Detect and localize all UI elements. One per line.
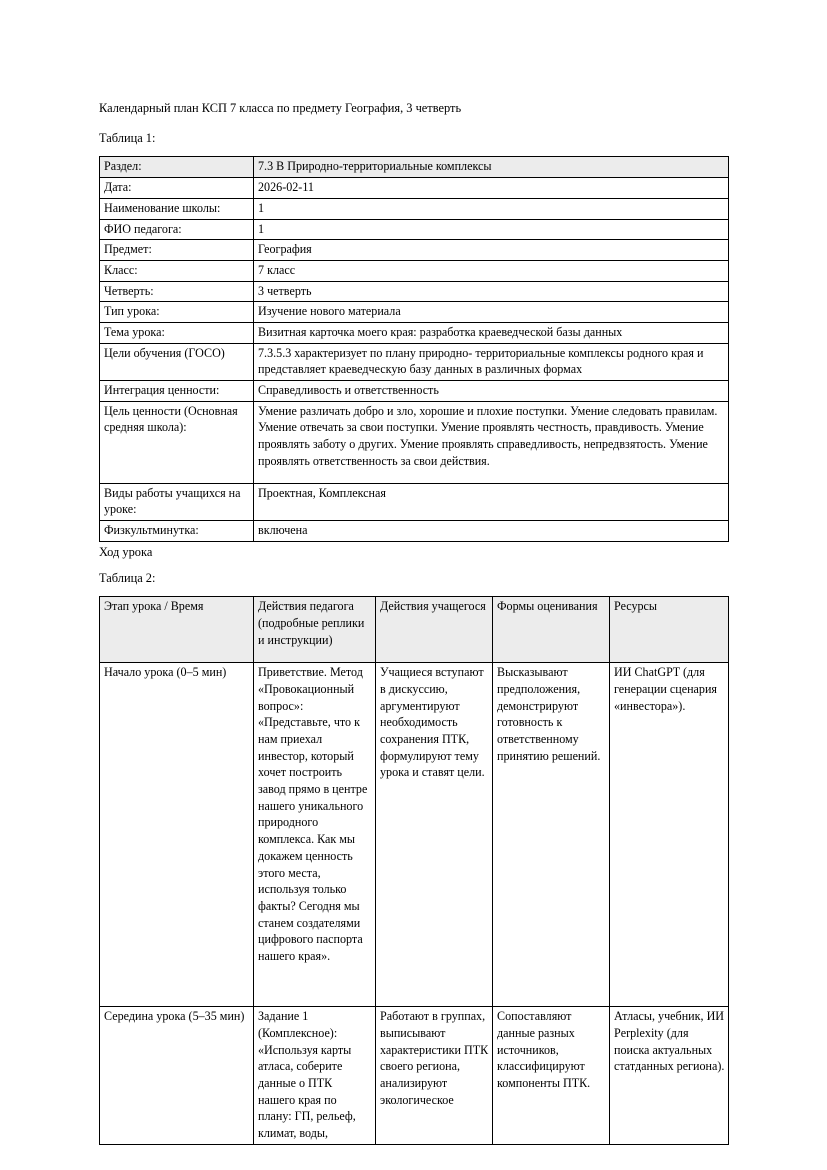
column-header-resources: Ресурсы — [610, 597, 729, 663]
table-row — [100, 302, 729, 323]
table-row — [100, 260, 729, 281]
row-label: Наименование школы: — [100, 198, 254, 219]
table-row — [100, 381, 729, 402]
table-row — [100, 198, 729, 219]
column-header-student-actions: Действия учащегося — [376, 597, 493, 663]
table-row — [100, 401, 729, 483]
row-label: ФИО педагога: — [100, 219, 254, 240]
row-label: Четверть: — [100, 281, 254, 302]
caption-table-2: Таблица 2: — [99, 570, 156, 585]
row-value: 1 — [254, 219, 729, 240]
row-label: Раздел: — [100, 157, 254, 178]
row-value: Проектная, Комплексная — [254, 483, 729, 520]
document-content — [99, 100, 728, 1145]
table-row — [100, 322, 729, 343]
row-label: Тема урока: — [100, 322, 254, 343]
cell-assessment: Сопоставляют данные разных источников, классифицируют компоненты ПТК. — [493, 1007, 610, 1145]
section-lesson-flow-heading: Ход урока — [99, 544, 153, 559]
cell-student-actions: Учащиеся вступают в дискуссию, аргументируют необходимость сохранения ПТК, формулируют тему урока и ставят цели. — [376, 663, 493, 1007]
cell-resources: ИИ ChatGPT (для генерации сценария «инвестора»). — [610, 663, 729, 1007]
row-label: Интеграция ценности: — [100, 381, 254, 402]
caption-table-1: Таблица 1: — [99, 130, 156, 145]
cell-stage: Начало урока (0–5 мин) — [100, 663, 254, 1007]
row-value: Визитная карточка моего края: разработка краеведческой базы данных — [254, 322, 729, 343]
cell-student-actions: Работают в группах, выписывают характеристики ПТК своего региона, анализируют экологическое — [376, 1007, 493, 1145]
row-label: Физкультминутка: — [100, 521, 254, 542]
table-row — [100, 521, 729, 542]
column-header-assessment: Формы оценивания — [493, 597, 610, 663]
column-header-teacher-actions: Действия педагога (подробные реплики и инструкции) — [254, 597, 376, 663]
row-value: 1 — [254, 198, 729, 219]
row-value: Умение различать добро и зло, хорошие и плохие поступки. Умение следовать правилам. Умение отвечать за свои поступки. Умение проявлять честность, правдивость. Умение проявлять заботу о других. Умение проявлять справедливость, непредвзятость. Умение проявлять ответственность за свои действия. — [254, 401, 729, 483]
cell-teacher-actions: Задание 1 (Комплексное): «Используя карты атласа, соберите данные о ПТК нашего края по плану: ГП, рельеф, климат, воды, — [254, 1007, 376, 1145]
lesson-info-table — [99, 156, 729, 541]
row-value: включена — [254, 521, 729, 542]
row-label: Предмет: — [100, 240, 254, 261]
row-label: Цель ценности (Основная средняя школа): — [100, 401, 254, 483]
table-row — [100, 281, 729, 302]
table-row — [100, 178, 729, 199]
row-value: 2026-02-11 — [254, 178, 729, 199]
row-label: Тип урока: — [100, 302, 254, 323]
table-row — [100, 240, 729, 261]
page-title: Календарный план КСП 7 класса по предмету География, 3 четверть — [99, 101, 462, 115]
row-label: Класс: — [100, 260, 254, 281]
cell-stage: Середина урока (5–35 мин) — [100, 1007, 254, 1145]
row-label: Цели обучения (ГОСО) — [100, 343, 254, 380]
row-value: 7.3 В Природно-территориальные комплексы — [254, 157, 729, 178]
table-row — [100, 483, 729, 520]
table-row — [100, 1007, 729, 1145]
table-header-row — [100, 597, 729, 663]
table-row — [100, 219, 729, 240]
row-label: Дата: — [100, 178, 254, 199]
row-value: География — [254, 240, 729, 261]
row-value: 7.3.5.3 характеризует по плану природно- территориальные комплексы родного края и представляет краеведческую базу данных в различных формах — [254, 343, 729, 380]
column-header-stage: Этап урока / Время — [100, 597, 254, 663]
row-value: Изучение нового материала — [254, 302, 729, 323]
table-row — [100, 157, 729, 178]
cell-resources: Атласы, учебник, ИИ Perplexity (для поиска актуальных статданных региона). — [610, 1007, 729, 1145]
lesson-flow-table — [99, 596, 729, 1145]
cell-teacher-actions: Приветствие. Метод «Провокационный вопрос»: «Представьте, что к нам приехал инвестор, который хочет построить завод прямо в центре нашего уникального природного комплекса. Как мы докажем ценность этого места, используя только факты? Сегодня мы станем создателями цифрового паспорта нашего края». — [254, 663, 376, 1007]
table-row — [100, 663, 729, 1007]
table-row — [100, 343, 729, 380]
row-value: Справедливость и ответственность — [254, 381, 729, 402]
row-value: 3 четверть — [254, 281, 729, 302]
row-value: 7 класс — [254, 260, 729, 281]
row-label: Виды работы учащихся на уроке: — [100, 483, 254, 520]
cell-assessment: Высказывают предположения, демонстрируют готовность к ответственному принятию решений. — [493, 663, 610, 1007]
